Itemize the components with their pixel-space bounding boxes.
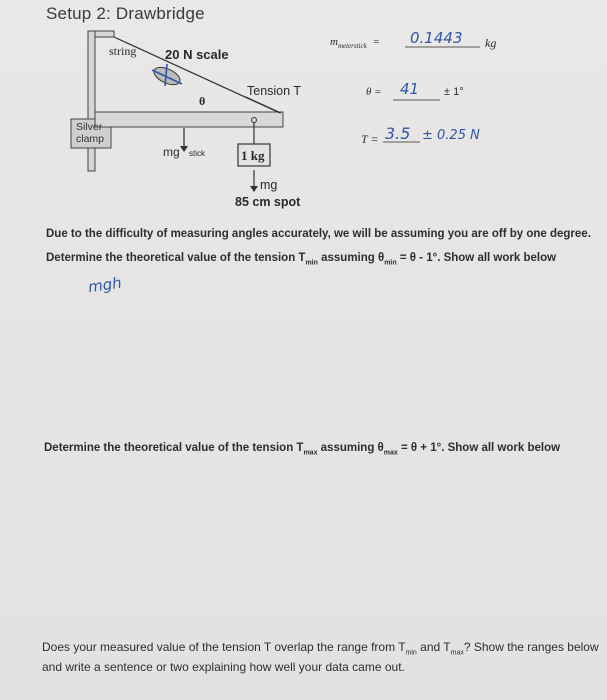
clamp-label (76, 121, 104, 145)
question-2: Determine the theoretical value of the tension $T_{max}$ assuming $\theta_{max} = \theta + 1^\circ$. Show all work below (44, 442, 561, 457)
theta-symbol: θ (199, 94, 206, 108)
answer-scribble: mgh (86, 273, 123, 297)
drawbridge-diagram (0, 0, 607, 230)
scale-label: 20 N scale (165, 47, 229, 62)
page-title: Setup 2: Drawbridge (46, 4, 205, 23)
vertical-pole (88, 31, 95, 171)
pole-top-bar (95, 31, 114, 37)
theta-value: 41 (400, 80, 420, 98)
mass-sub: meterstick (337, 42, 367, 51)
tension-label: Tension T (247, 84, 301, 98)
mass-label: 1 kg (241, 148, 265, 163)
mg-text: mg (163, 145, 180, 159)
tension-uncertainty: ± 0.25 N (422, 128, 480, 143)
mg-bottom-label: mg (260, 178, 278, 192)
question-1-line-1: Due to the difficulty of measuring angles accurately, we will be assuming you are off by one degree. (46, 228, 591, 240)
string-label: string (109, 44, 137, 58)
mass-eq: = (372, 36, 380, 48)
meter-stick (95, 112, 283, 127)
question-3-line-1: Does your measured value of the tension T overlap the range from $T_{min}$ and $T_{max}$? Show the ranges below (42, 640, 599, 657)
theta-uncertainty: ± 1° (444, 86, 464, 98)
theta-label: θ = (366, 86, 382, 98)
tension-prefix: T = (361, 132, 379, 146)
spot-label: 85 cm spot (235, 195, 301, 209)
mass-unit: kg (485, 36, 497, 50)
mass-value: 0.1443 (410, 29, 463, 47)
clamp-label-line2: clamp (76, 133, 105, 145)
tension-value: 3.5 (385, 124, 411, 143)
question-3-line-2: and write a sentence or two explaining how well your data came out. (42, 660, 405, 674)
mass-measurement (330, 36, 380, 50)
question-1-line-2: Determine the theoretical value of the tension $T_{min}$ assuming $\theta_{min} = \theta - 1^\circ$. Show all work below (46, 252, 557, 267)
clamp-label-line1: Silver (76, 121, 103, 133)
mg-stick-sub: stick (189, 149, 206, 158)
mass-symbol: m (330, 36, 338, 48)
mg-stick-label (163, 145, 205, 159)
